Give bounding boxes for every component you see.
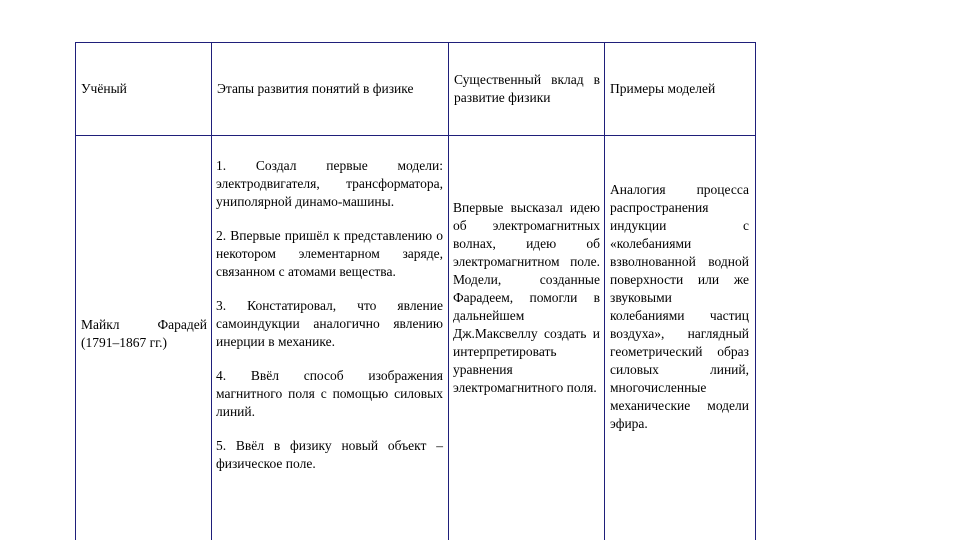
header-models-text: Примеры моделей: [610, 80, 716, 96]
contribution-text: Впервые высказал идею об электромагнитных волнах, идею об электромагнитном поле. Модели, созданные Фарадеем, помогли в дальнейшем Дж.Максвеллу создать и интерпретировать уравнения электромагнитного поля.: [453, 200, 600, 395]
header-stages-text: Этапы развития понятий в физике: [217, 80, 414, 96]
header-scientist-text: Учёный: [81, 80, 127, 96]
column-divider-2: [448, 42, 449, 540]
header-stages: [217, 42, 444, 135]
cell-scientist: [81, 316, 207, 352]
table-border-left: [75, 42, 76, 540]
table-border-right: [755, 42, 756, 540]
stage-item-2: 2. Впервые пришёл к представлению о некотором элементарном заряде, связанном с атомами вещества.: [216, 228, 443, 279]
stage-item-4: 4. Ввёл способ изображения магнитного поля с помощью силовых линий.: [216, 368, 443, 419]
comparison-table: [75, 42, 755, 540]
header-models: [610, 42, 750, 135]
cell-models: [610, 181, 749, 433]
header-contribution: [454, 42, 600, 135]
scientist-name: Майкл Фарадей (1791–1867 гг.): [81, 317, 207, 350]
column-divider-1: [211, 42, 212, 540]
cell-stages: [216, 157, 443, 473]
models-text: Аналогия процесса распространения индукции с «колебаниями взволнованной водной поверхности или же звуковыми колебаниями частиц воздуха», наглядный геометрический образ силовых линий, многочисленные механические модели эфира.: [610, 182, 749, 431]
column-divider-3: [604, 42, 605, 540]
stage-item-3: 3. Констатировал, что явление самоиндукции аналогично явлению инерции в механике.: [216, 298, 443, 349]
cell-contribution: [453, 199, 600, 397]
header-scientist: [81, 42, 208, 135]
stage-item-1: 1. Создал первые модели: электродвигателя, трансформатора, униполярной динамо-машины.: [216, 158, 443, 209]
stage-item-5: 5. Ввёл в физику новый объект – физическое поле.: [216, 438, 443, 471]
header-row-divider: [75, 135, 756, 136]
header-contribution-text: Существенный вклад в развитие физики: [454, 71, 600, 105]
